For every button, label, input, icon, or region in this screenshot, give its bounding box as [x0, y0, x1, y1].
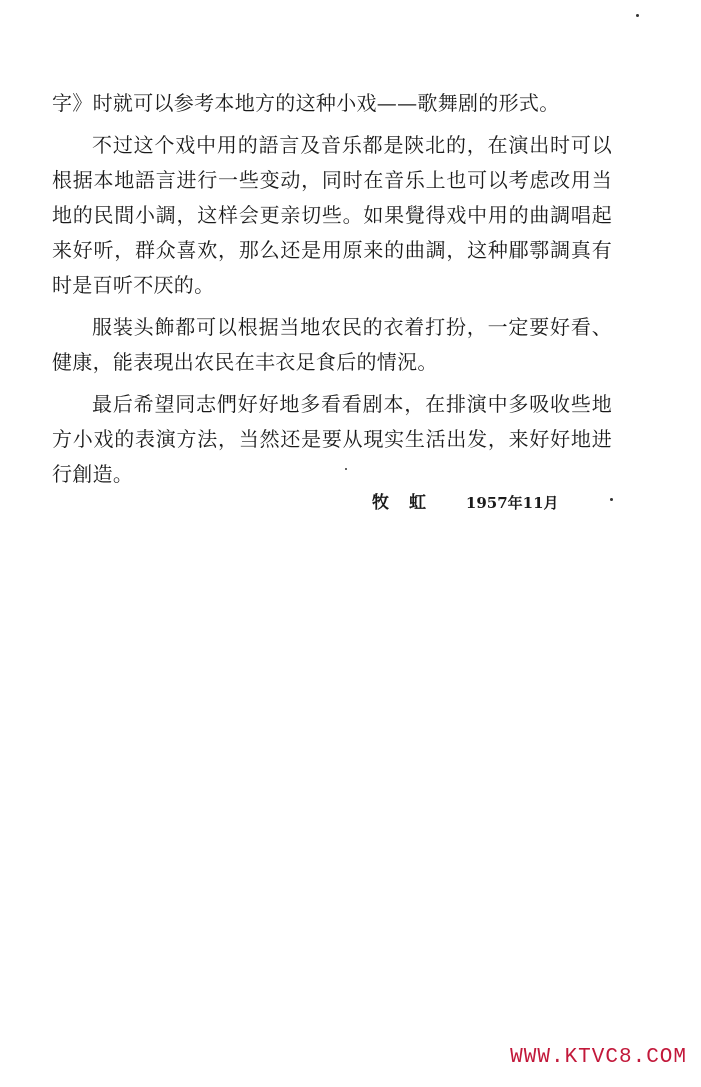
paragraph-closing: 最后希望同志們好好地多看看剧本，在排演中多吸收些地方小戏的表演方法，当然还是要从現实生活出发，来好好地进行創造。: [52, 392, 612, 486]
paragraph-language-music: 不过这个戏中用的語言及音乐都是陝北的，在演出时可以根据本地語言进行一些变动，同时在音乐上也可以考虑改用当地的民間小調，这样会更亲切些。如果覺得戏中用的曲調唱起来好听，群众喜欢，那么还是用原来的曲調，这种郿鄠調真有时是百听不厌的。: [52, 133, 612, 297]
signature-date: 1957年11月: [465, 494, 559, 512]
paragraph-costume: 服装头飾都可以根据当地农民的衣着打扮，一定要好看、健康，能表現出农民在丰衣足食后的情況。: [52, 315, 612, 374]
site-watermark: WWW.KTVC8.COM: [510, 1046, 687, 1069]
scan-speck: [610, 498, 613, 501]
author-name: 牧虹: [372, 493, 446, 513]
body-text: [52, 86, 612, 499]
scan-speck: [345, 468, 347, 470]
paragraph-continuation: 字》时就可以参考本地方的这种小戏——歌舞剧的形式。: [52, 91, 560, 115]
signature-line: [372, 488, 559, 513]
scan-speck: [636, 14, 639, 17]
